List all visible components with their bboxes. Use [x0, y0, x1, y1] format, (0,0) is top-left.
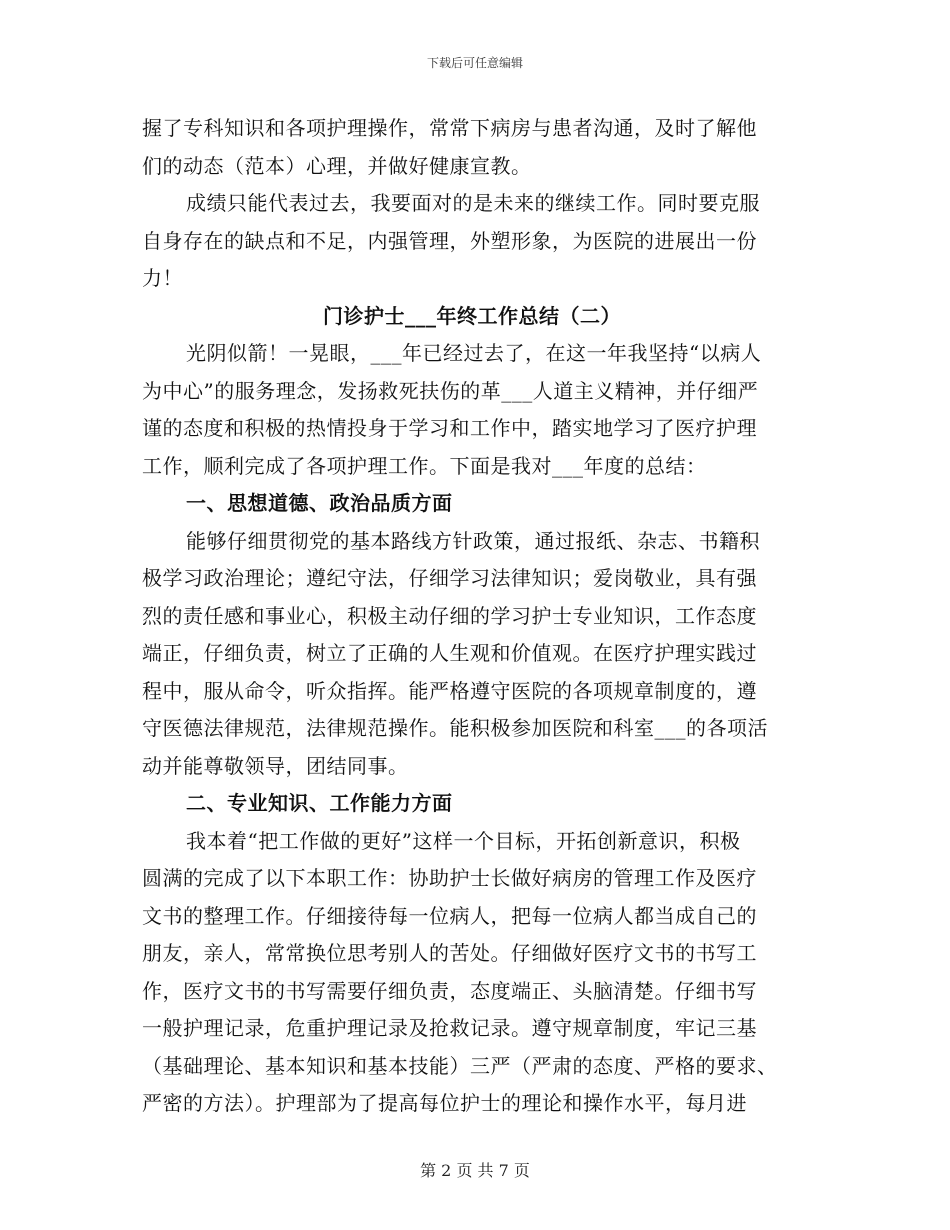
- text-line: 工作，顺利完成了各项护理工作。下面是我对___年度的总结：: [142, 453, 707, 478]
- text-line: 守医德法律规范，法律规范操作。能积极参加医院和科室___的各项活: [142, 716, 768, 740]
- text-line: 动并能尊敬领导，团结同事。: [142, 753, 409, 778]
- paragraph-first-line: 我本着“把工作做的更好”这样一个目标，开拓创新意识，积极: [186, 828, 741, 853]
- paragraph-first-line: 光阴似箭！一晃眼，___年已经过去了，在这一年我坚持“以病人: [186, 341, 762, 365]
- text-line: 谨的态度和积极的热情投身于学习和工作中，踏实地学习了医疗护理: [142, 416, 757, 440]
- text-line: 作，医疗文书的书写需要仔细负责，态度端正、头脑清楚。仔细书写: [142, 978, 757, 1003]
- text-line: 们的动态（范本）心理，并做好健康宣教。: [142, 153, 532, 178]
- text-line: 力！: [142, 266, 183, 290]
- text-line: 程中，服从命令，听众指挥。能严格遵守医院的各项规章制度的，遵: [142, 678, 757, 703]
- document-body: [142, 110, 802, 1123]
- section-title: 门诊护士___年终工作总结（二）: [323, 303, 621, 328]
- text-line: 握了专科知识和各项护理操作，常常下病房与患者沟通，及时了解他: [142, 116, 757, 140]
- text-line: （基础理论、基本知识和基本技能）三严（严肃的态度、严格的要求、: [142, 1053, 778, 1078]
- text-line: 为中心”的服务理念，发扬救死扶伤的革___人道主义精神，并仔细严: [142, 378, 759, 403]
- text-line: 自身存在的缺点和不足，内强管理，外塑形象，为医院的进展出一份: [142, 228, 757, 253]
- paragraph-first-line: 成绩只能代表过去，我要面对的是未来的继续工作。同时要克服: [186, 191, 760, 215]
- text-line: 文书的整理工作。仔细接待每一位病人，把每一位病人都当成自己的: [142, 903, 757, 928]
- text-line: 圆满的完成了以下本职工作：协助护士长做好病房的管理工作及医疗: [142, 866, 757, 890]
- text-line: 一般护理记录，危重护理记录及抢救记录。遵守规章制度，牢记三基: [142, 1016, 757, 1040]
- text-line: 端正，仔细负责，树立了正确的人生观和价值观。在医疗护理实践过: [142, 641, 757, 665]
- section-heading: 一、思想道德、政治品质方面: [186, 491, 453, 515]
- page-footer: 第 2 页 共 7 页: [420, 1161, 530, 1180]
- page-header: 下载后可任意编辑: [426, 56, 523, 70]
- section-heading: 二、专业知识、工作能力方面: [186, 791, 453, 815]
- text-line: 烈的责任感和事业心，积极主动仔细的学习护士专业知识，工作态度: [142, 603, 757, 628]
- text-line: 极学习政治理论；遵纪守法，仔细学习法律知识；爱岗敬业，具有强: [142, 566, 757, 590]
- text-line: 朋友，亲人，常常换位思考别人的苦处。仔细做好医疗文书的书写工: [142, 941, 757, 965]
- text-line: 严密的方法）。护理部为了提高每位护士的理论和操作水平，每月进: [142, 1091, 747, 1115]
- paragraph-first-line: 能够仔细贯彻党的基本路线方针政策，通过报纸、杂志、书籍积: [186, 528, 760, 553]
